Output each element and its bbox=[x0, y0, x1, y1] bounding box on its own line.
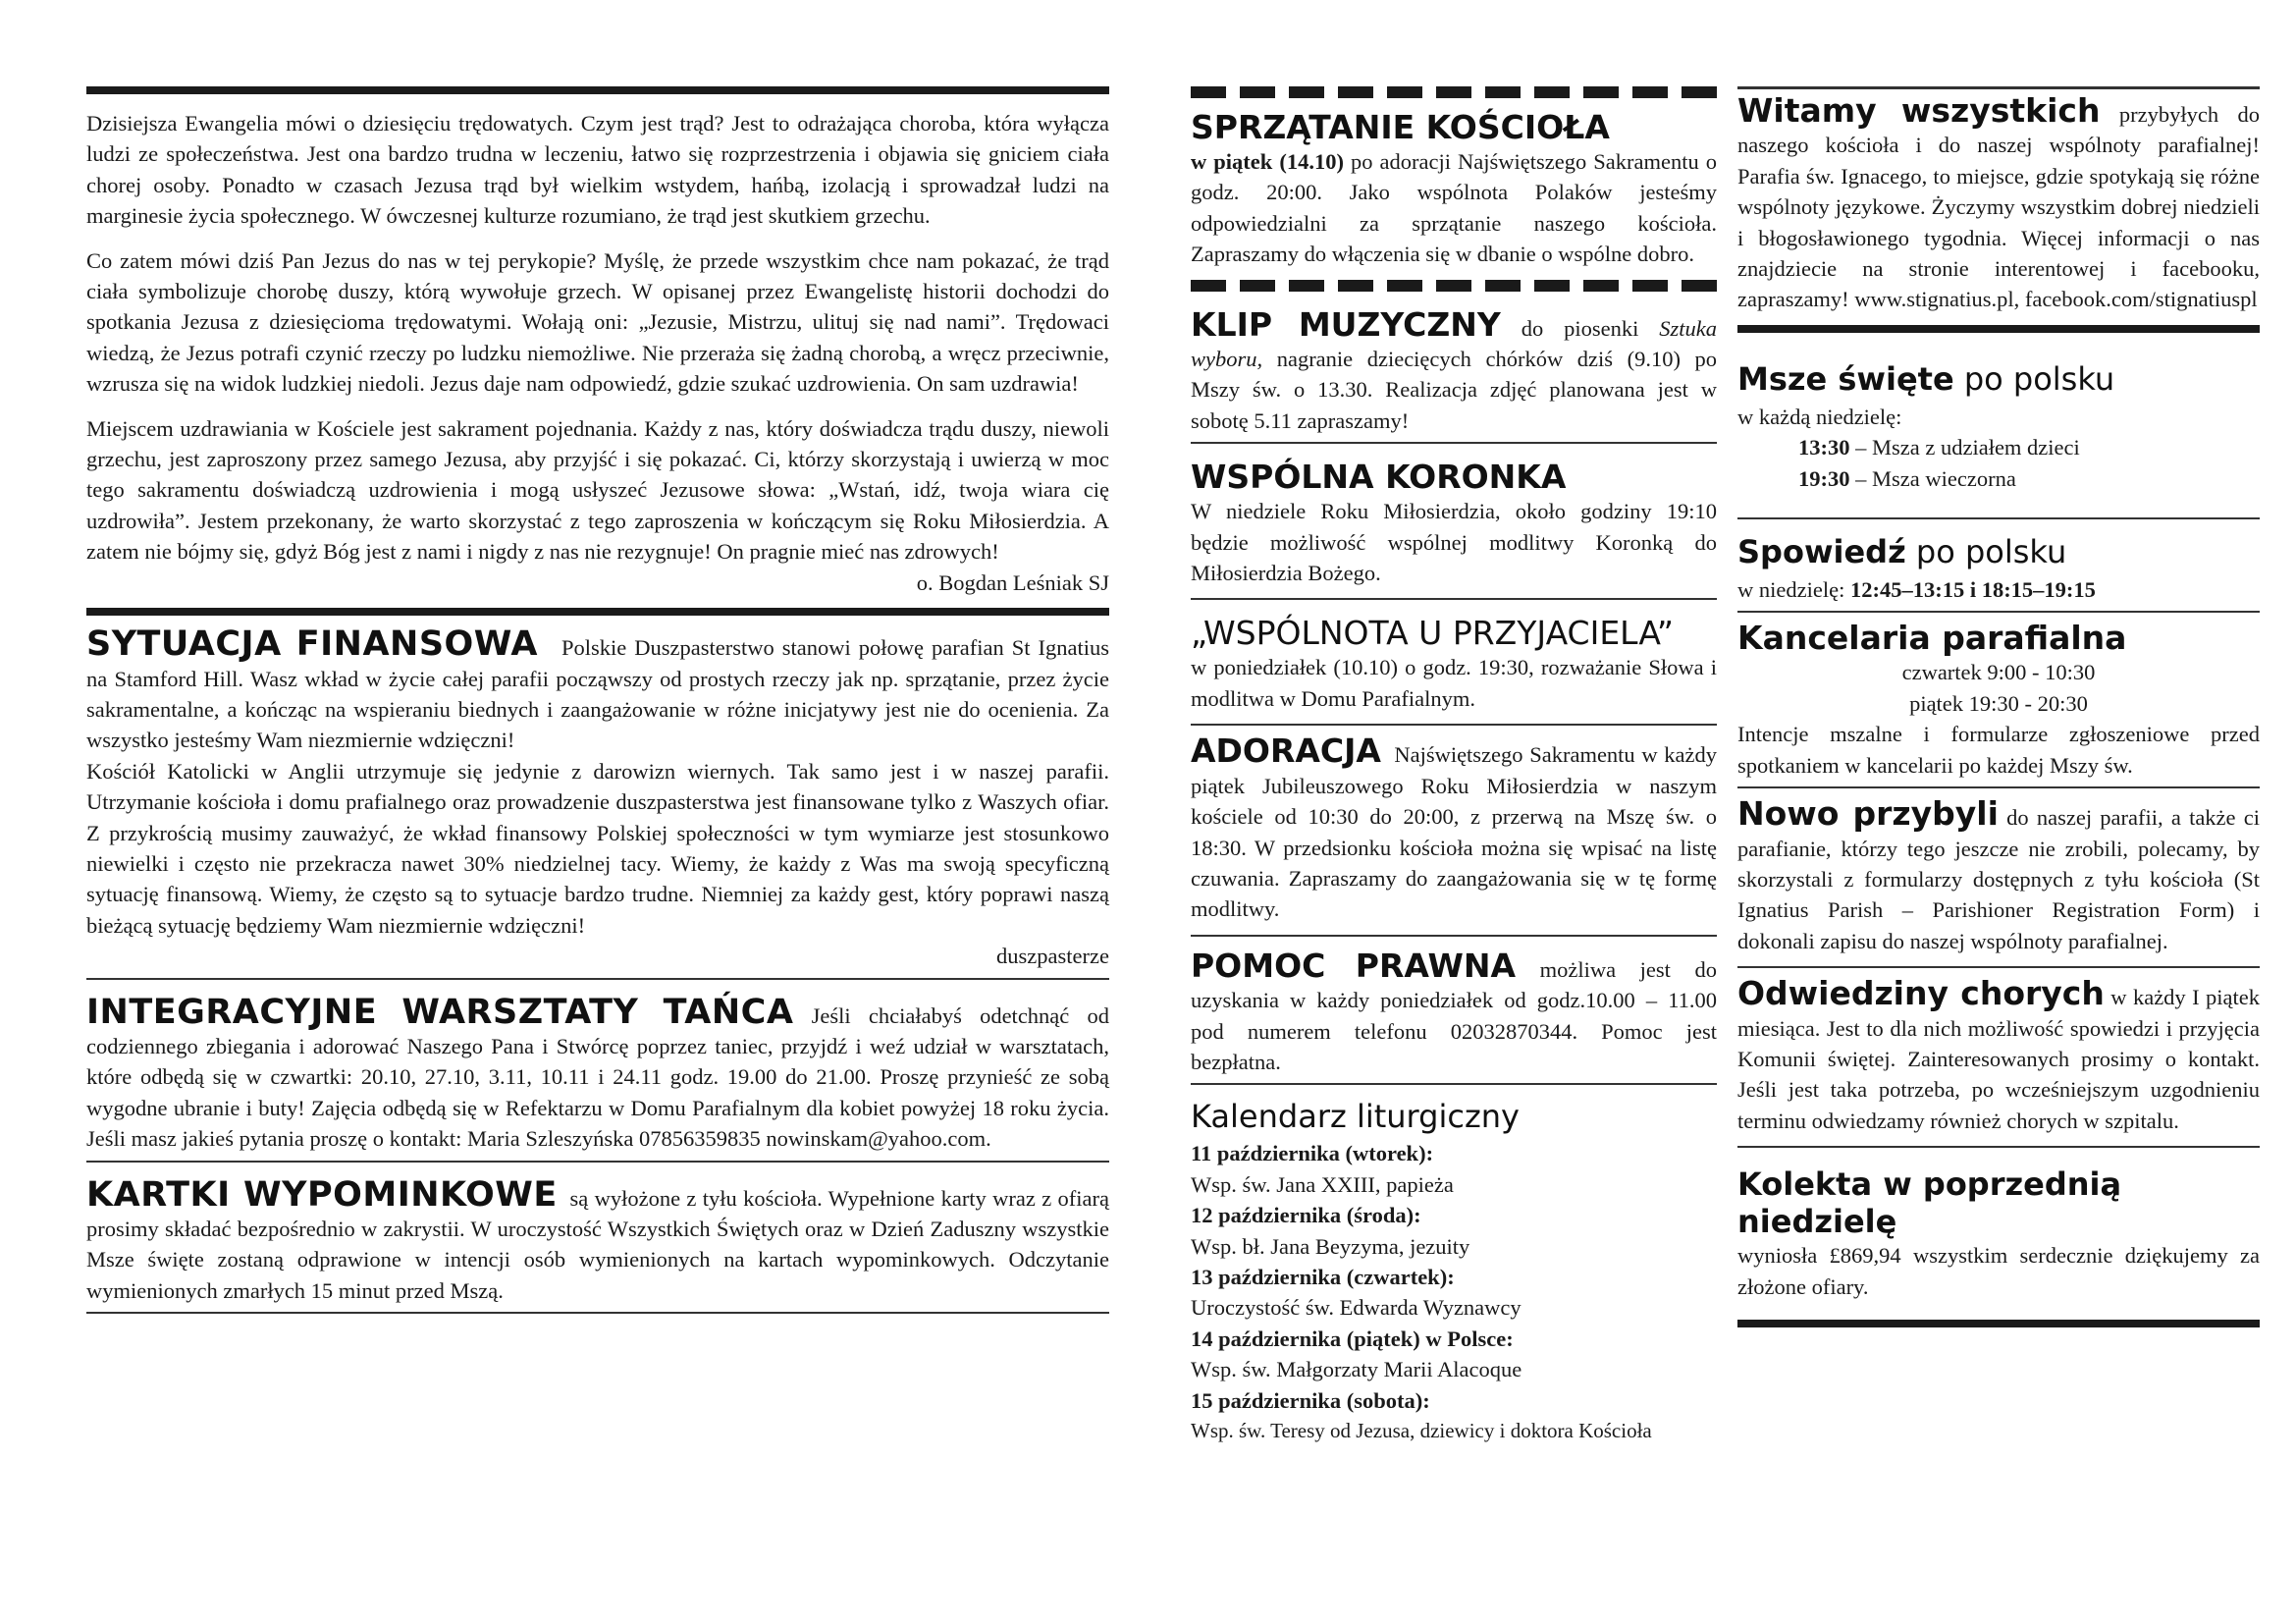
friend-community-heading: „WSPÓLNOTA U PRZYJACIELA” bbox=[1191, 614, 1674, 653]
calendar-entry-saint: Wsp. bł. Jana Beyzyma, jezuity bbox=[1191, 1233, 1470, 1259]
gospel-paragraph-1: Dzisiejsza Ewangelia mówi o dziesięciu trędowatych. Czym jest trąd? Jest to odrażająca choroba, która wyłącza ludzi ze społeczeństwa. Jest ona bardzo trudna w leczeniu, łatwo się rozprzestrzenia i objawia się gniciem ciała chorej osoby. Ponadto w czasach Jezusa trąd był wielkim wstydem, hańbą, izolacją i sprowadzał ludzi na marginesie życia społecznego. W ówczesnej kulturze rozumiano, że trąd jest skutkiem grzechu. bbox=[86, 111, 1109, 229]
collection-section bbox=[1737, 1165, 2260, 1302]
finance-paragraph-2: Kościół Katolicki w Anglii utrzymuje się jedynie z darowizn wiernych. Tak samo jest i w naszej parafii. Utrzymanie kościoła i domu prafialnego oraz prowadzenie duszpasterstwa jest finansowane tylko z Waszych ofiar. Z przykrością musimy zauważyć, że wkład finansowy Polskiej społeczności w tym wymiarze jest stosunkowo niewielki i często nie przekracza nawet 30% niedzielnej tacy. Wiemy, że każdy z Was ma swoją specyficzną sytuację finansową. Wiemy, że często są to sytuacje bardzo trudne. Niemniej za każdy gest, który poprawi naszą bieżącą sytuację będziemy Wam niezmiernie wdzięczni! bbox=[86, 758, 1109, 938]
welcome-heading: Witamy wszystkich bbox=[1737, 91, 2101, 130]
column-right bbox=[1737, 86, 2260, 1327]
cleaning-text: w piątek (14.10) po adoracji Najświętszego Sakramentu o godz. 20:00. Jako wspólnota Polaków jesteśmy odpowiedzialni za sprzątanie naszego kościoła. Zapraszamy do włączenia się w dbanie o wspólne dobro. bbox=[1191, 149, 1718, 267]
gospel-author: o. Bogdan Leśniak SJ bbox=[916, 569, 1109, 595]
sick-visits-section bbox=[1737, 974, 2260, 1136]
parish-office-heading: Kancelaria parafialna bbox=[1737, 619, 2127, 658]
memorial-cards-section bbox=[86, 1174, 1109, 1307]
adoration-section bbox=[1191, 731, 1717, 924]
mass-time-item: 13:30 – Msza z udziałem dzieci bbox=[1798, 435, 2080, 460]
collection-heading: Kolekta w poprzednią niedzielę bbox=[1737, 1165, 2122, 1241]
newcomers-section bbox=[1737, 794, 2260, 956]
calendar-heading: Kalendarz liturgiczny bbox=[1191, 1098, 1520, 1136]
calendar-entry-date: 11 października (wtorek): bbox=[1191, 1141, 1434, 1166]
calendar-entry-date: 15 października (sobota): bbox=[1191, 1387, 1430, 1413]
office-hours-line: piątek 19:30 - 20:30 bbox=[1909, 690, 2088, 716]
newcomers-text: Nowo przybyli do naszej parafii, a także ci parafianie, którzy tego jeszcze nie zrobili, polecamy, by skorzystali z formularzy dostępnych z tyłu kościoła (St Ignatius Parish – Parishioner Registration Form) i dokonali zapisu do naszej wspólnoty parafialnej. bbox=[1737, 794, 2260, 953]
memorial-cards-text: KARTKI WYPOMINKOWE są wyłożone z tyłu kościoła. Wypełnione karty wraz z ofiarą prosimy składać bezpośrednio w zakrystii. W uroczystość Wszystkich Świętych oraz w Dzień Zaduszny wszystkie Msze święte zostaną odprawione w intencji osób wymienionych na kartach wypominkowych. Odczytanie wymienionych zmarłych 15 minut przed Mszą. bbox=[86, 1174, 1109, 1303]
finance-author: duszpasterze bbox=[996, 944, 1109, 969]
gospel-article bbox=[86, 108, 1109, 598]
masses-heading: Msze święte po polsku bbox=[1737, 359, 2115, 398]
calendar-entry-date: 14 października (piątek) w Polsce: bbox=[1191, 1326, 1514, 1351]
divider-heavy bbox=[86, 86, 1109, 94]
divider-thin bbox=[86, 1312, 1109, 1314]
column-middle bbox=[1191, 86, 1717, 1446]
mass-time-item: 19:30 – Msza wieczorna bbox=[1798, 465, 2016, 491]
divider-dashed bbox=[1191, 86, 1717, 98]
collection-text: wyniosła £869,94 wszystkim serdecznie dziękujemy za złożone ofiary. bbox=[1737, 1243, 2260, 1299]
dance-workshop-text: INTEGRACYJNE WARSZTATY TAŃCA Jeśli chciałabyś odetchnąć od codziennego zbiegania i adorować Naszego Pana i Stwórcę poprzez taniec, przyjdź i weź udział w warsztatach, które odbędą się w czwartki: 20.10, 27.10, 3.11, 10.11 i 24.11 godz. 19.00 do 21.00. Proszę przynieść ze sobą wygodne ubranie i buty! Zajęcia odbędą się w Refektarzu w Domu Parafialnym dla kobiet powyżej 18 roku życia. Jeśli masz jakieś pytania proszę o kontakt: Maria Szleszyńska 07856359835 nowinskam@yahoo.com. bbox=[86, 992, 1110, 1152]
confession-text: w niedzielę: 12:45–13:15 i 18:15–19:15 bbox=[1737, 577, 2096, 603]
finance-paragraph-1: SYTUACJA FINANSOWA Polskie Duszpasterstwo stanowi połowę parafian St Ignatius na Stamford Hill. Wasz wkład w życie całej parafii począwszy od prostych rzeczy jak np. sprzątanie, przez życie sakramentalne, a kończąc na wspieraniu biednych i zaangażowanie w różne inicjatywy jest nie do ocenienia. Za wszystko jesteśmy Wam niezmiernie wdzięczni! bbox=[86, 624, 1109, 753]
column-left bbox=[86, 86, 1109, 1314]
dance-workshop-heading: INTEGRACYJNE WARSZTATY TAŃCA bbox=[86, 992, 794, 1032]
rosary-text: W niedziele Roku Miłosierdzia, około godziny 19:10 będzie możliwość wspólnej modlitwy Koronką do Miłosierdzia Bożego. bbox=[1191, 499, 1717, 586]
calendar-entry-date: 13 października (czwartek): bbox=[1191, 1264, 1455, 1289]
music-clip-text: KLIP MUZYCZNY do piosenki Sztuka wyboru, nagranie dziecięcych chórków dziś (9.10) po Mszy św. o 13.30. Realizacja zdjęć planowana jest w sobotę 5.11 zapraszamy! bbox=[1191, 304, 1717, 433]
finance-heading: SYTUACJA FINANSOWA bbox=[86, 624, 538, 665]
liturgical-calendar bbox=[1191, 1095, 1717, 1446]
memorial-cards-heading: KARTKI WYPOMINKOWE bbox=[86, 1174, 558, 1215]
confession-heading: Spowiedź po polsku bbox=[1737, 533, 2067, 571]
sick-visits-text: Odwiedziny chorych w każdy I piątek miesiąca. Jest to dla nich możliwość spowiedzi i przyjęcia Komunii świętej. Zainteresowanych prosimy o kontakt. Jeśli jest taka potrzeba, po wcześniejszym uzgodnieniu terminu odwiedzamy również chorych w szpitalu. bbox=[1737, 974, 2260, 1133]
welcome-text: Witamy wszystkich przybyłych do naszego kościoła i do naszej wspólnoty parafialnej! Parafia św. Ignacego, to miejsce, gdzie spotykają się różne wspólnoty językowe. Życzymy wszystkim dobrej niedzieli i błogosławionego tygodnia. Więcej informacji o nas znajdziecie na stronie interentowej i facebooku, zapraszamy! www.stignatius.pl, facebook.com/stignatiuspl bbox=[1737, 91, 2261, 312]
legal-aid-text: POMOC PRAWNA możliwa jest do uzyskania w każdy poniedziałek od godz.10.00 – 11.00 pod numerem telefonu 02032870344. Pomoc jest bezpłatna. bbox=[1191, 946, 1717, 1074]
calendar-entry-saint: Wsp. św. Teresy od Jezusa, dziewicy i doktora Kościoła bbox=[1191, 1419, 1652, 1442]
welcome-section bbox=[1737, 91, 2261, 315]
calendar-entry-saint: Wsp. św. Jana XXIII, papieża bbox=[1191, 1171, 1454, 1197]
rosary-section bbox=[1191, 458, 1717, 588]
legal-aid-heading: POMOC PRAWNA bbox=[1191, 946, 1517, 985]
friend-community-section bbox=[1191, 614, 1717, 714]
adoration-heading: ADORACJA bbox=[1191, 731, 1381, 771]
gospel-paragraph-2: Co zatem mówi dziś Pan Jezus do nas w tej perykopie? Myślę, że przede wszystkim chce nam pokazać, że trąd ciała symbolizuje chorobę duszy, którą wywołuje grzech. W opisanej przez Ewangelistę historii dochodzi do spotkania Jezusa z dziesięcioma trędowatymi. Wołają oni: „Jezusie, Mistrzu, ulituj się nad nami”. Trędowaci wiedzą, że Jezus potrafi czynić rzeczy po ludzku niemożliwe. Nie przeraża się żadną chorobą, a wręcz przeciwnie, wzrusza się na widok ludzkiej niedoli. Jezus daje nam odpowiedź, gdzie szukać uzdrowienia. On sam uzdrawia! bbox=[86, 247, 1109, 397]
dance-workshop-section bbox=[86, 992, 1110, 1155]
masses-intro: w każdą niedzielę: bbox=[1737, 404, 1902, 429]
newcomers-heading: Nowo przybyli bbox=[1737, 794, 1999, 834]
finance-section bbox=[86, 624, 1109, 971]
calendar-entry-saint: Wsp. św. Małgorzaty Marii Alacoque bbox=[1191, 1357, 1522, 1382]
masses-section bbox=[1737, 356, 2260, 494]
parish-office-section bbox=[1737, 619, 2260, 781]
calendar-entry-date: 12 października (środa): bbox=[1191, 1203, 1421, 1228]
divider-heavy bbox=[1737, 325, 2260, 333]
gospel-paragraph-3: Miejscem uzdrawiania w Kościele jest sakrament pojednania. Każdy z nas, który doświadcza trądu duszy, niewoli grzechu, jest zaproszony przez samego Jezusa, aby przyjść i się pokazać. Ci, którzy skorzystają i uwierzą w moc tego sakramentu doświadczą uzdrowienia i mogą usłyszeć Jezusowe słowa: „Wstań, idź, twoja wiara cię uzdrowiła”. Jestem przekonany, że warto skorzystać z tego zaproszenia w kończącym się Roku Miłosierdzia. A zatem nie bójmy się, gdyż Bóg jest z nami i nigdy z nas nie rezygnuje! On pragnie mieć nas zdrowych! bbox=[86, 415, 1109, 565]
rosary-heading: WSPÓLNA KORONKA bbox=[1191, 458, 1567, 497]
sick-visits-heading: Odwiedziny chorych bbox=[1737, 974, 2105, 1013]
office-hours-line: czwartek 9:00 - 10:30 bbox=[1901, 660, 2096, 685]
divider-heavy bbox=[86, 608, 1109, 616]
divider-heavy bbox=[1737, 1320, 2260, 1327]
music-clip-heading: KLIP MUZYCZNY bbox=[1191, 304, 1501, 344]
cleaning-heading: SPRZĄTANIE KOŚCIOŁA bbox=[1191, 108, 1610, 146]
confession-section bbox=[1737, 529, 2260, 605]
adoration-text: ADORACJA Najświętszego Sakramentu w każdy piątek Jubileuszowego Roku Miłosierdzia w naszym kościele od 10:30 do 20:00, z przerwą na Mszę św. o 18:30. W przedsionku kościoła można się wpisać na listę czuwania. Zapraszamy do zaangażowania się w tę formę modlitwy. bbox=[1191, 731, 1717, 922]
calendar-entry-saint: Uroczystość św. Edwarda Wyznawcy bbox=[1191, 1295, 1522, 1321]
parish-office-text: Intencje mszalne i formularze zgłoszeniowe przed spotkaniem w kancelarii po każdej Mszy św. bbox=[1737, 722, 2260, 778]
music-clip-section bbox=[1191, 304, 1717, 437]
cleaning-section bbox=[1191, 108, 1717, 270]
friend-community-text: w poniedziałek (10.10) o godz. 19:30, rozważanie Słowa i modlitwa w Domu Parafialnym. bbox=[1191, 655, 1717, 711]
legal-aid-section bbox=[1191, 946, 1717, 1078]
divider-dashed bbox=[1191, 280, 1717, 292]
